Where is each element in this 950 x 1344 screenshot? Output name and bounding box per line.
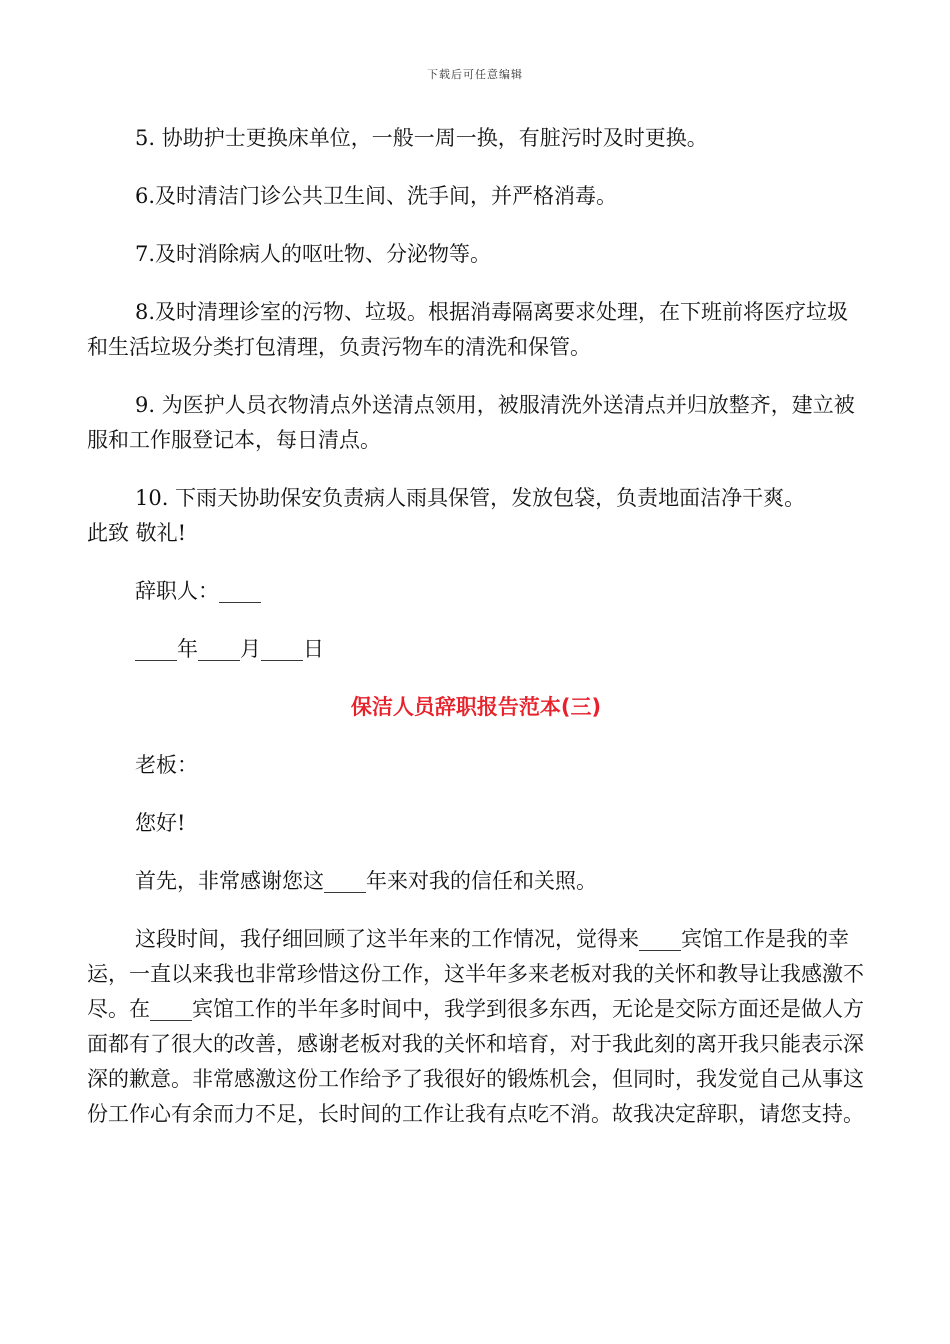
hello-line: 您好! xyxy=(135,811,186,835)
document-body xyxy=(87,121,865,1155)
paragraph-thanks: 首先，非常感谢您这____年来对我的信任和关照。 xyxy=(135,869,597,893)
list-item-5: 5. 协助护士更换床单位，一般一周一换，有脏污时及时更换。 xyxy=(135,126,708,150)
list-item-10: 10. 下雨天协助保安负责病人雨具保管，发放包袋，负责地面洁净干爽。 xyxy=(135,486,806,510)
list-item-9: 9. 为医护人员衣物清点外送清点领用，被服清洗外送清点并归放整齐，建立被服和工作服登记本，每日清点。 xyxy=(87,393,855,452)
list-item-6: 6.及时清洁门诊公共卫生间、洗手间，并严格消毒。 xyxy=(135,184,618,208)
header-note: 下载后可任意编辑 xyxy=(427,68,523,81)
date-line: ____年____月____日 xyxy=(135,637,324,661)
greeting: 老板： xyxy=(135,753,198,777)
list-item-8: 8.及时清理诊室的污物、垃圾。根据消毒隔离要求处理，在下班前将医疗垃圾和生活垃圾分类打包清理，负责污物车的清洗和保管。 xyxy=(87,300,849,359)
signer-line: 辞职人：____ xyxy=(135,579,261,603)
list-item-7: 7.及时消除病人的呕吐物、分泌物等。 xyxy=(135,242,492,266)
closing-salute: 此致 敬礼! xyxy=(87,521,187,545)
section-title: 保洁人员辞职报告范本(三) xyxy=(350,695,602,719)
paragraph-reason: 这段时间，我仔细回顾了这半年来的工作情况，觉得来____宾馆工作是我的幸运，一直以来我也非常珍惜这份工作，这半年多来老板对我的关怀和教导让我感激不尽。在____宾馆工作的半年多时间中，我学到很多东西，无论是交际方面还是做人方面都有了很大的改善，感谢老板对我的关怀和培育，对于我此刻的离开我只能表示深深的歉意。非常感激这份工作给予了我很好的锻炼机会，但同时，我发觉自己从事这份工作心有余而力不足，长时间的工作让我有点吃不消。故我决定辞职，请您支持。 xyxy=(87,927,864,1126)
